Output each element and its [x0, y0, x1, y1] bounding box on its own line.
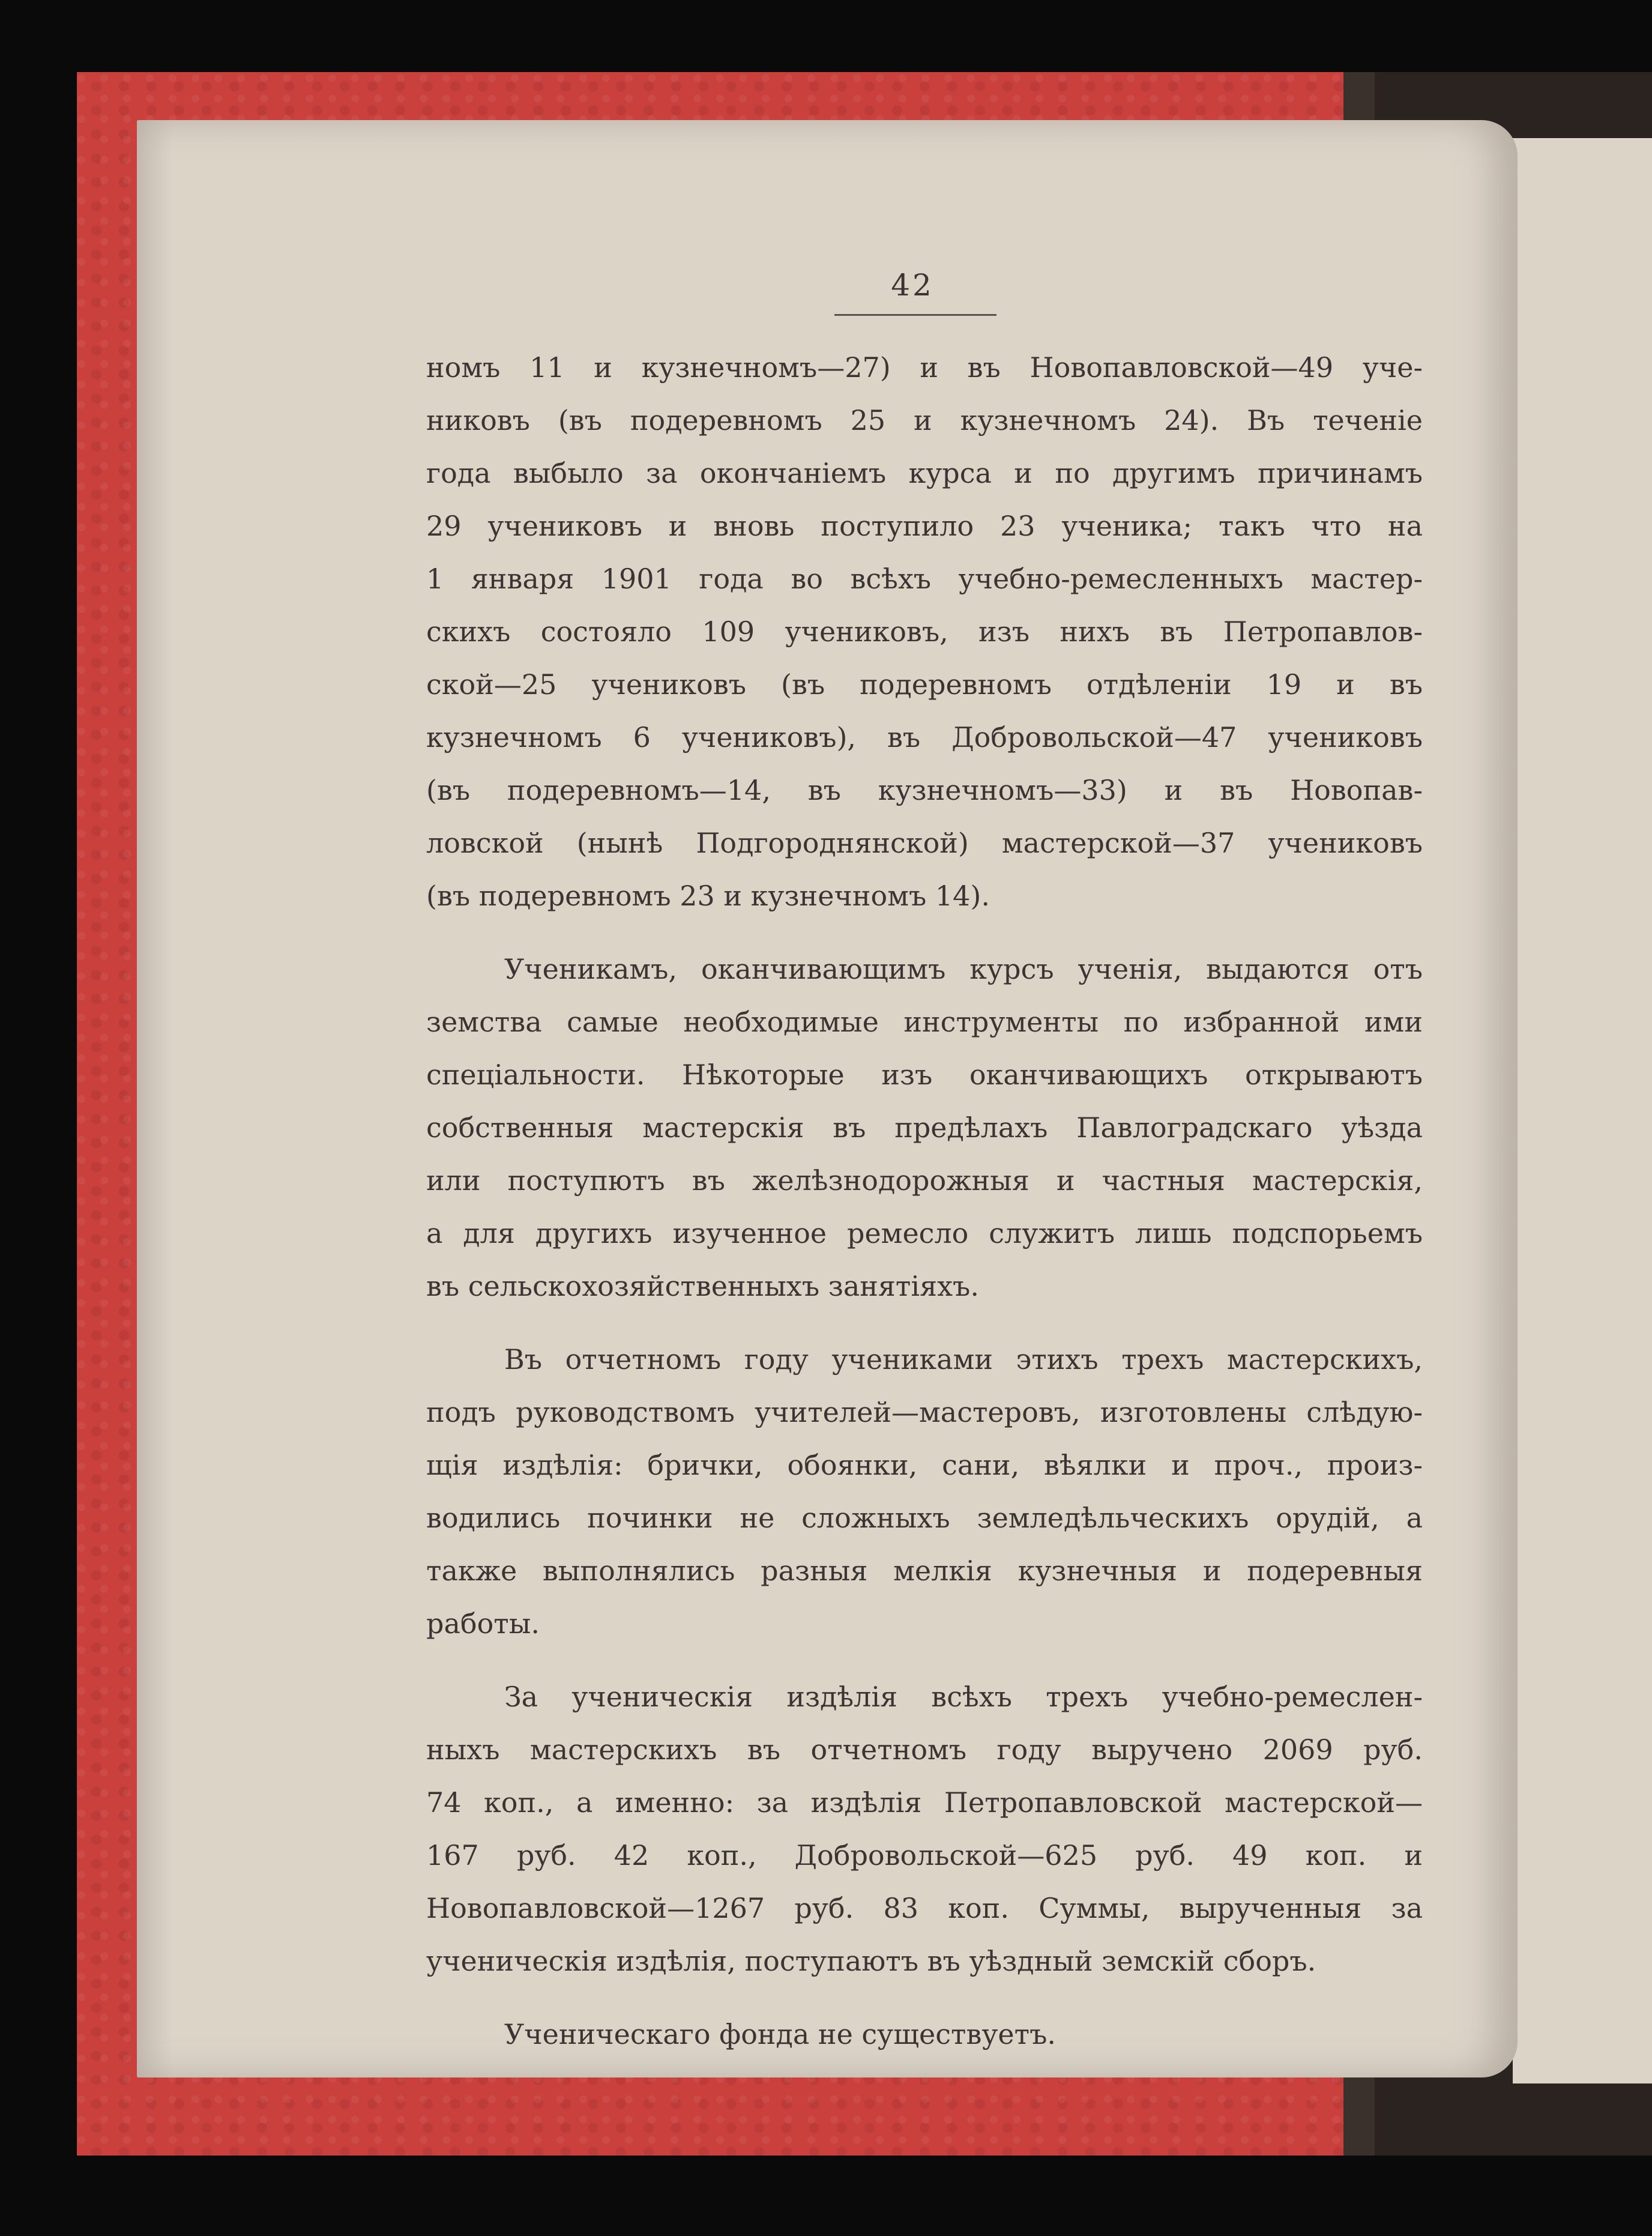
- text-line: (въ подеревномъ—14, въ кузнечномъ—33) и въ Новопав-: [426, 774, 1423, 806]
- next-page-edge: [1513, 138, 1652, 2083]
- page-number-rule: [834, 314, 996, 316]
- text-line: земства самые необходимые инструменты по избранной ими: [426, 1006, 1423, 1038]
- text-line: собственныя мастерскія въ предѣлахъ Павлоградскаго уѣзда: [426, 1111, 1423, 1144]
- text-line: 1 января 1901 года во всѣхъ учебно-ремесленныхъ мастер-: [426, 563, 1423, 595]
- text-line: ловской (нынѣ Подгороднянской) мастерской—37 учениковъ: [426, 827, 1423, 859]
- text-line: Новопавловской—1267 руб. 83 коп. Суммы, вырученныя за: [426, 1892, 1423, 1924]
- paragraph: [426, 2008, 1423, 2061]
- text-line: (въ подеревномъ 23 и кузнечномъ 14).: [426, 880, 990, 912]
- text-line: Ученикамъ, оканчивающимъ курсъ ученія, выдаются отъ: [504, 953, 1423, 985]
- paragraph: [426, 1333, 1423, 1650]
- paragraph: [426, 1670, 1423, 1987]
- text-line: Въ отчетномъ году учениками этихъ трехъ мастерскихъ,: [504, 1343, 1423, 1376]
- text-line: работы.: [426, 1607, 540, 1640]
- text-line: никовъ (въ подеревномъ 25 и кузнечномъ 24). Въ теченіе: [426, 404, 1423, 437]
- paragraph: [426, 943, 1423, 1313]
- text-line: 74 коп., а именно: за издѣлія Петропавловской мастерской—: [426, 1786, 1423, 1819]
- page-number: 42: [891, 268, 934, 303]
- text-line: 167 руб. 42 коп., Добровольской—625 руб. 49 коп. и: [426, 1839, 1423, 1872]
- text-line: щія издѣлія: брички, обоянки, сани, вѣялки и проч., произ-: [426, 1449, 1423, 1481]
- text-line: ученическія издѣлія, поступаютъ въ уѣздный земскій сборъ.: [426, 1945, 1316, 1977]
- text-line: номъ 11 и кузнечномъ—27) и въ Новопавловской—49 уче-: [426, 351, 1423, 384]
- text-line: водились починки не сложныхъ земледѣльческихъ орудій, а: [426, 1502, 1423, 1534]
- text-line: кузнечномъ 6 учениковъ), въ Добровольской—47 учениковъ: [426, 721, 1423, 754]
- text-line: скихъ состояло 109 учениковъ, изъ нихъ въ Петропавлов-: [426, 615, 1423, 648]
- body-text: [426, 341, 1423, 2061]
- text-line: или поступютъ въ желѣзнодорожныя и частныя мастерскія,: [426, 1164, 1423, 1197]
- text-line: ской—25 учениковъ (въ подеревномъ отдѣленіи 19 и въ: [426, 668, 1423, 701]
- text-line: За ученическія издѣлія всѣхъ трехъ учебно-ремеслен-: [504, 1681, 1423, 1713]
- text-line: а для другихъ изученное ремесло служитъ лишь подспорьемъ: [426, 1217, 1423, 1249]
- page-gutter-shadow: [137, 120, 173, 2077]
- text-line: подъ руководствомъ учителей—мастеровъ, изготовлены слѣдую-: [426, 1396, 1423, 1428]
- text-line: спеціальности. Нѣкоторые изъ оканчивающихъ открываютъ: [426, 1059, 1423, 1091]
- text-line: также выполнялись разныя мелкія кузнечныя и подеревныя: [426, 1555, 1423, 1587]
- text-line: въ сельскохозяйственныхъ занятіяхъ.: [426, 1270, 979, 1302]
- text-line: 29 учениковъ и вновь поступило 23 ученика; такъ что на: [426, 510, 1423, 542]
- text-line: года выбыло за окончаніемъ курса и по другимъ причинамъ: [426, 457, 1423, 489]
- text-line: Ученическаго фонда не существуетъ.: [504, 2018, 1056, 2050]
- text-line: ныхъ мастерскихъ въ отчетномъ году выручено 2069 руб.: [426, 1733, 1423, 1766]
- paragraph: [426, 341, 1423, 922]
